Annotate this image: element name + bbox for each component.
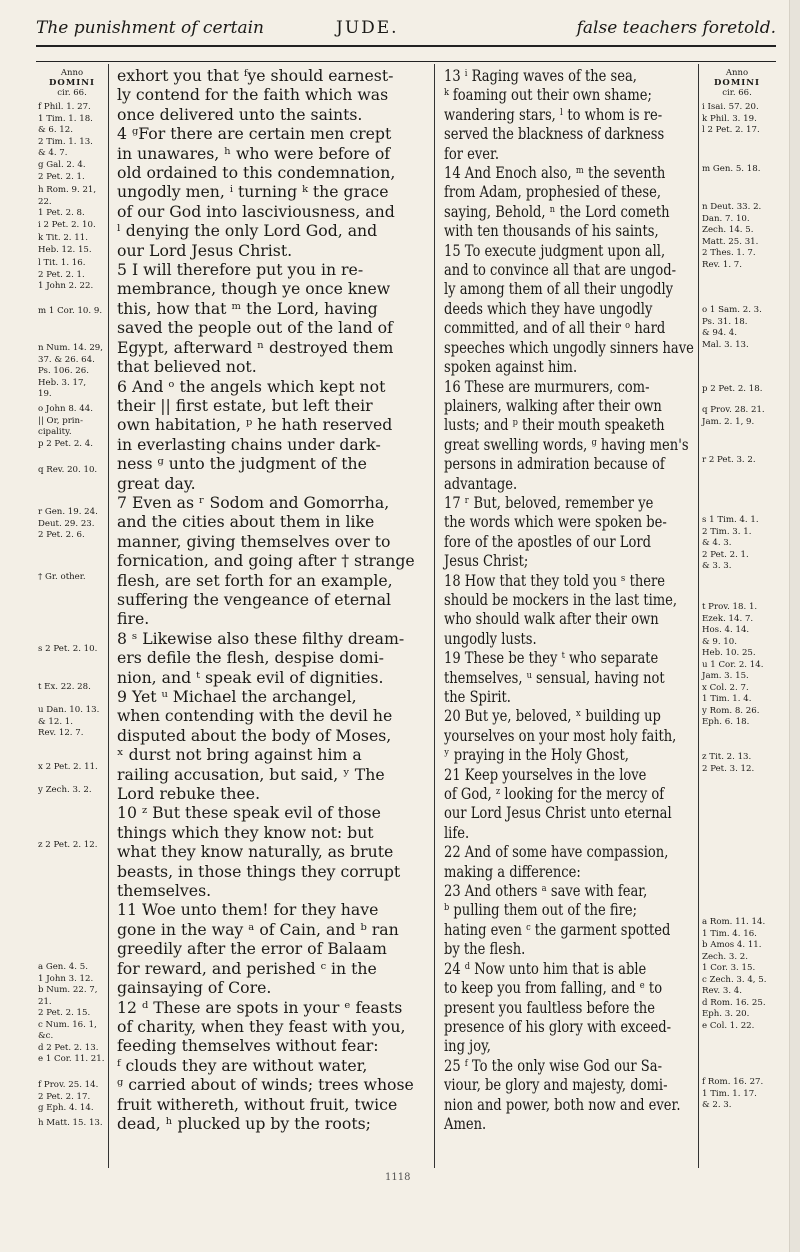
text-line: own habitation, ᵖ he hath reserved (117, 415, 393, 435)
text-line: 13 ⁱ Raging waves of the sea, (444, 66, 637, 85)
text-line: when contending with the devil he (117, 706, 393, 726)
text-line: ᵏ foaming out their own shame; (444, 85, 652, 105)
margin-reference: y Zech. 3. 2. (38, 785, 92, 795)
text-line: dead, ʰ plucked up by the roots; (117, 1113, 371, 1133)
text-line: 14 And Enoch also, ᵐ the seventh (444, 163, 666, 183)
margin-reference: n Deut. 33. 2. Dan. 7. 10. Zech. 14. 5. Matt. 25. 31. 2 Thes. 1. 7. Rev. 1. 7. (702, 202, 762, 270)
margin-reference: x 2 Pet. 2. 11. (38, 762, 98, 772)
text-line: 25 ᶠ To the only wise God our Sa- (444, 1055, 662, 1075)
left-margin-divider (108, 64, 109, 1168)
text-line: for reward, and perished ᶜ in the (117, 958, 377, 978)
text-line: manner, giving themselves over to (117, 531, 391, 551)
text-line: presence of his glory with exceed- (444, 1016, 672, 1036)
text-line: ness ᵍ unto the judgment of the (117, 454, 367, 474)
text-line: saying, Behold, ⁿ the Lord cometh (444, 201, 670, 221)
text-line: of our God into lasciviousness, and (117, 201, 395, 221)
text-line: ly among them of all their ungodly (444, 279, 674, 299)
text-line: who should walk after their own (444, 609, 659, 629)
text-line: 18 How that they told you ˢ there (444, 570, 666, 590)
text-line: their || first estate, but left their (117, 395, 373, 415)
margin-reference: q Prov. 28. 21. Jam. 2. 1, 9. (702, 405, 765, 427)
text-line: 17 ʳ But, beloved, remember ye (444, 492, 654, 512)
text-line: saved the people out of the land of (117, 318, 393, 338)
margin-reference: k Tit. 2. 11. Heb. 12. 15. (38, 233, 92, 255)
right-margin-year: Anno DOMINI cir. 66. (714, 68, 760, 98)
margin-reference: l Tit. 1. 16. 2 Pet. 2. 1. 1 John 2. 22. (38, 258, 94, 291)
text-line: Jesus Christ; (444, 551, 529, 571)
text-line: ers defile the flesh, despise domi- (117, 648, 384, 668)
text-line: greedily after the error of Balaam (117, 939, 387, 959)
margin-reference: a Rom. 11. 14. 1 Tim. 4. 16. b Amos 4. 11. Zech. 3. 2. 1 Cor. 3. 15. c Zech. 3. 4, 5. Rev. 3. 4. d Rom. 16. 25. Eph. 3. 20. e Col. 1. 22. (702, 917, 767, 1031)
text-line: nion, and ᵗ speak evil of dignities. (117, 667, 384, 687)
text-line: wandering stars, ˡ to whom is re- (444, 104, 663, 124)
text-line: by the flesh. (444, 939, 526, 959)
text-line: yourselves on your most holy faith, (444, 725, 677, 745)
page-number: 1118 (385, 1172, 411, 1183)
text-line: Amen. (444, 1113, 487, 1133)
text-line: that believed not. (117, 357, 257, 377)
margin-reference: h Matt. 15. 13. (38, 1118, 103, 1128)
text-line: disputed about the body of Moses, (117, 725, 392, 745)
margin-reference: o John 8. 44. || Or, prin- cipality. p 2 Pet. 2. 4. (38, 404, 93, 449)
left-margin-year: Anno DOMINI cir. 66. (49, 68, 95, 98)
text-line: to keep you from falling, and ᵉ to (444, 978, 663, 998)
text-line: what they know naturally, as brute (117, 842, 394, 862)
text-column-1 (117, 66, 429, 1133)
margin-reference: n Num. 14. 29, 37. & 26. 64. Ps. 106. 26. Heb. 3. 17, 19. (38, 343, 103, 399)
text-line: feeding themselves without fear: (117, 1036, 379, 1056)
text-line: 23 And others ᵃ save with fear, (444, 881, 648, 901)
text-line: things which they know not: but (117, 822, 374, 842)
margin-reference: s 2 Pet. 2. 10. (38, 644, 98, 654)
text-line: making a difference: (444, 861, 581, 881)
text-line: deeds which they have ungodly (444, 298, 653, 318)
text-line: ᵇ pulling them out of the fire; (444, 900, 638, 920)
text-line: ungodly lusts. (444, 628, 537, 648)
margin-reference: z Tit. 2. 13. 2 Pet. 3. 12. (702, 752, 755, 774)
text-line: great day. (117, 473, 196, 493)
margin-reference: q Rev. 20. 10. (38, 465, 98, 475)
text-line: 15 To execute judgment upon all, (444, 240, 666, 260)
margin-reference: u Dan. 10. 13. & 12. 1. Rev. 12. 7. (38, 705, 100, 738)
margin-reference: t Ex. 22. 28. (38, 682, 91, 692)
text-line: exhort you that ᶠye should earnest- (117, 66, 394, 85)
margin-reference: o 1 Sam. 2. 3. Ps. 31. 18. & 94. 4. Mal. 3. 13. (702, 305, 762, 350)
margin-reference: z 2 Pet. 2. 12. (38, 840, 98, 850)
margin-reference: m 1 Cor. 10. 9. (38, 306, 103, 316)
text-line: and to convince all that are ungod- (444, 260, 677, 280)
margin-reference: i 2 Pet. 2. 10. (38, 220, 96, 230)
text-line: persons in admiration because of (444, 454, 665, 474)
page-edge (789, 0, 800, 1252)
margin-reference: f Prov. 25. 14. 2 Pet. 2. 17. g Eph. 4. 14. (38, 1080, 99, 1113)
text-line: 16 These are murmurers, com- (444, 376, 650, 396)
text-line: gainsaying of Core. (117, 978, 272, 998)
text-line: of God, ᶻ looking for the mercy of (444, 784, 665, 804)
text-line: from Adam, prophesied of these, (444, 182, 662, 202)
running-header (36, 10, 776, 42)
text-line: railing accusation, but said, ʸ The (117, 764, 385, 784)
text-line: the Spirit. (444, 687, 511, 706)
text-line: life. (444, 822, 470, 842)
margin-reference: r 2 Pet. 3. 2. (702, 455, 756, 465)
header-rule-thin (36, 61, 776, 62)
margin-reference: t Prov. 18. 1. Ezek. 14. 7. Hos. 4. 14. & 9. 10. Heb. 10. 25. u 1 Cor. 2. 14. Jam. 3. 15. x Col. 2. 7. 1 Tim. 1. 4. y Rom. 8. 26. Eph. 6. 18. (702, 602, 764, 727)
text-line: fornication, and going after † strange (117, 551, 415, 571)
text-line: ʸ praying in the Holy Ghost, (444, 745, 629, 765)
text-line: flesh, are set forth for an example, (117, 570, 393, 590)
text-line: the words which were spoken be- (444, 512, 667, 532)
text-line: 8 ˢ Likewise also these filthy dream- (117, 628, 405, 648)
text-line: present you faultless before the (444, 997, 655, 1017)
text-line: 4 ᵍFor there are certain men crept (117, 124, 392, 144)
text-line: fruit withereth, without fruit, twice (117, 1094, 398, 1114)
header-right: false teachers foretold. (576, 18, 776, 38)
text-line: 24 ᵈ Now unto him that is able (444, 958, 647, 978)
margin-reference: † Gr. other. (38, 572, 86, 582)
text-line: for ever. (444, 143, 499, 163)
text-line: beasts, in those things they corrupt (117, 861, 401, 881)
text-column-2 (444, 66, 694, 1133)
left-margin-references (38, 68, 106, 1158)
text-line: in unawares, ʰ who were before of (117, 143, 391, 163)
text-line: hating even ᶜ the garment spotted (444, 919, 671, 939)
text-line: Egypt, afterward ⁿ destroyed them (117, 337, 394, 357)
right-margin-references (702, 68, 772, 1158)
text-line: 21 Keep yourselves in the love (444, 764, 647, 784)
margin-reference: f Phil. 1. 27. 1 Tim. 1. 18. & 6. 12. 2 Tim. 1. 13. & 4. 7. (38, 102, 93, 158)
text-line: themselves. (117, 881, 212, 901)
text-line: in everlasting chains under dark- (117, 434, 381, 454)
text-line: suffering the vengeance of eternal (117, 589, 392, 609)
margin-reference: s 1 Tim. 4. 1. 2 Tim. 3. 1. & 4. 3. 2 Pet. 2. 1. & 3. 3. (702, 515, 759, 571)
text-line: fire. (117, 609, 150, 629)
text-line: Lord rebuke thee. (117, 784, 261, 804)
header-rule (36, 45, 776, 47)
text-line: old ordained to this condemnation, (117, 163, 396, 183)
text-line: fore of the apostles of our Lord (444, 531, 651, 551)
text-line: ly contend for the faith which was (117, 85, 389, 105)
text-line: 10 ᶻ But these speak evil of those (117, 803, 381, 823)
text-line: once delivered unto the saints. (117, 104, 363, 124)
text-line: committed, and of all their ᵒ hard (444, 318, 666, 338)
text-line: 22 And of some have compassion, (444, 842, 669, 862)
column-divider (434, 64, 435, 1168)
text-line: lusts; and ᵖ their mouth speaketh (444, 415, 665, 435)
text-line: our Lord Jesus Christ. (117, 240, 293, 260)
margin-reference: a Gen. 4. 5. 1 John 3. 12. b Num. 22. 7, 21. 2 Pet. 2. 15. c Num. 16. 1, &c. d 2 Pet. 2. 13. e 1 Cor. 11. 21. (38, 962, 105, 1064)
margin-reference: h Rom. 9. 21, 22. 1 Pet. 2. 8. (38, 185, 97, 218)
text-line: advantage. (444, 473, 518, 493)
text-line: and the cities about them in like (117, 512, 375, 532)
margin-reference: r Gen. 19. 24. Deut. 29. 23. 2 Pet. 2. 6. (38, 507, 98, 540)
margin-reference: g Gal. 2. 4. 2 Pet. 2. 1. (38, 160, 86, 182)
text-line: 19 These be they ᵗ who separate (444, 648, 659, 668)
text-line: themselves, ᵘ sensual, having not (444, 667, 665, 687)
text-line: 7 Even as ʳ Sodom and Gomorrha, (117, 492, 390, 512)
text-line: membrance, though ye once knew (117, 279, 391, 299)
margin-reference: i Isai. 57. 20. k Phil. 3. 19. l 2 Pet. 2. 17. (702, 102, 760, 135)
text-line: 12 ᵈ These are spots in your ᵉ feasts (117, 997, 403, 1017)
header-left: The punishment of certain (36, 18, 264, 38)
text-line: with ten thousands of his saints, (444, 221, 659, 241)
text-line: should be mockers in the last time, (444, 589, 678, 609)
margin-reference: p 2 Pet. 2. 18. (702, 384, 763, 394)
text-line: 11 Woe unto them! for they have (117, 900, 379, 920)
text-line: served the blackness of darkness (444, 124, 665, 144)
text-line: 5 I will therefore put you in re- (117, 260, 364, 280)
text-line: ᶠ clouds they are without water, (117, 1055, 368, 1075)
right-margin-divider (698, 64, 699, 1168)
text-line: ˡ denying the only Lord God, and (117, 221, 378, 241)
text-line: of charity, when they feast with you, (117, 1016, 406, 1036)
text-line: gone in the way ᵃ of Cain, and ᵇ ran (117, 919, 399, 939)
text-line: plainers, walking after their own (444, 395, 662, 415)
text-line: nion and power, both now and ever. (444, 1094, 681, 1114)
header-book-title: JUDE. (336, 18, 399, 38)
text-line: spoken against him. (444, 357, 578, 377)
text-line: ing joy, (444, 1036, 491, 1056)
text-line: speeches which ungodly sinners have (444, 337, 694, 357)
text-line: ᵍ carried about of winds; trees whose (117, 1075, 414, 1095)
text-line: 9 Yet ᵘ Michael the archangel, (117, 687, 357, 706)
margin-reference: f Rom. 16. 27. 1 Tim. 1. 17. & 2. 3. (702, 1077, 764, 1110)
text-line: 20 But ye, beloved, ˣ building up (444, 706, 661, 726)
text-line: our Lord Jesus Christ unto eternal (444, 803, 672, 823)
text-line: ungodly men, ⁱ turning ᵏ the grace (117, 182, 389, 202)
text-line: viour, be glory and majesty, domi- (444, 1075, 668, 1095)
text-line: 6 And ᵒ the angels which kept not (117, 376, 386, 396)
text-line: this, how that ᵐ the Lord, having (117, 298, 378, 318)
text-line: ˣ durst not bring against him a (117, 745, 362, 765)
margin-reference: m Gen. 5. 18. (702, 164, 761, 174)
text-line: great swelling words, ᵍ having men's (444, 434, 689, 454)
